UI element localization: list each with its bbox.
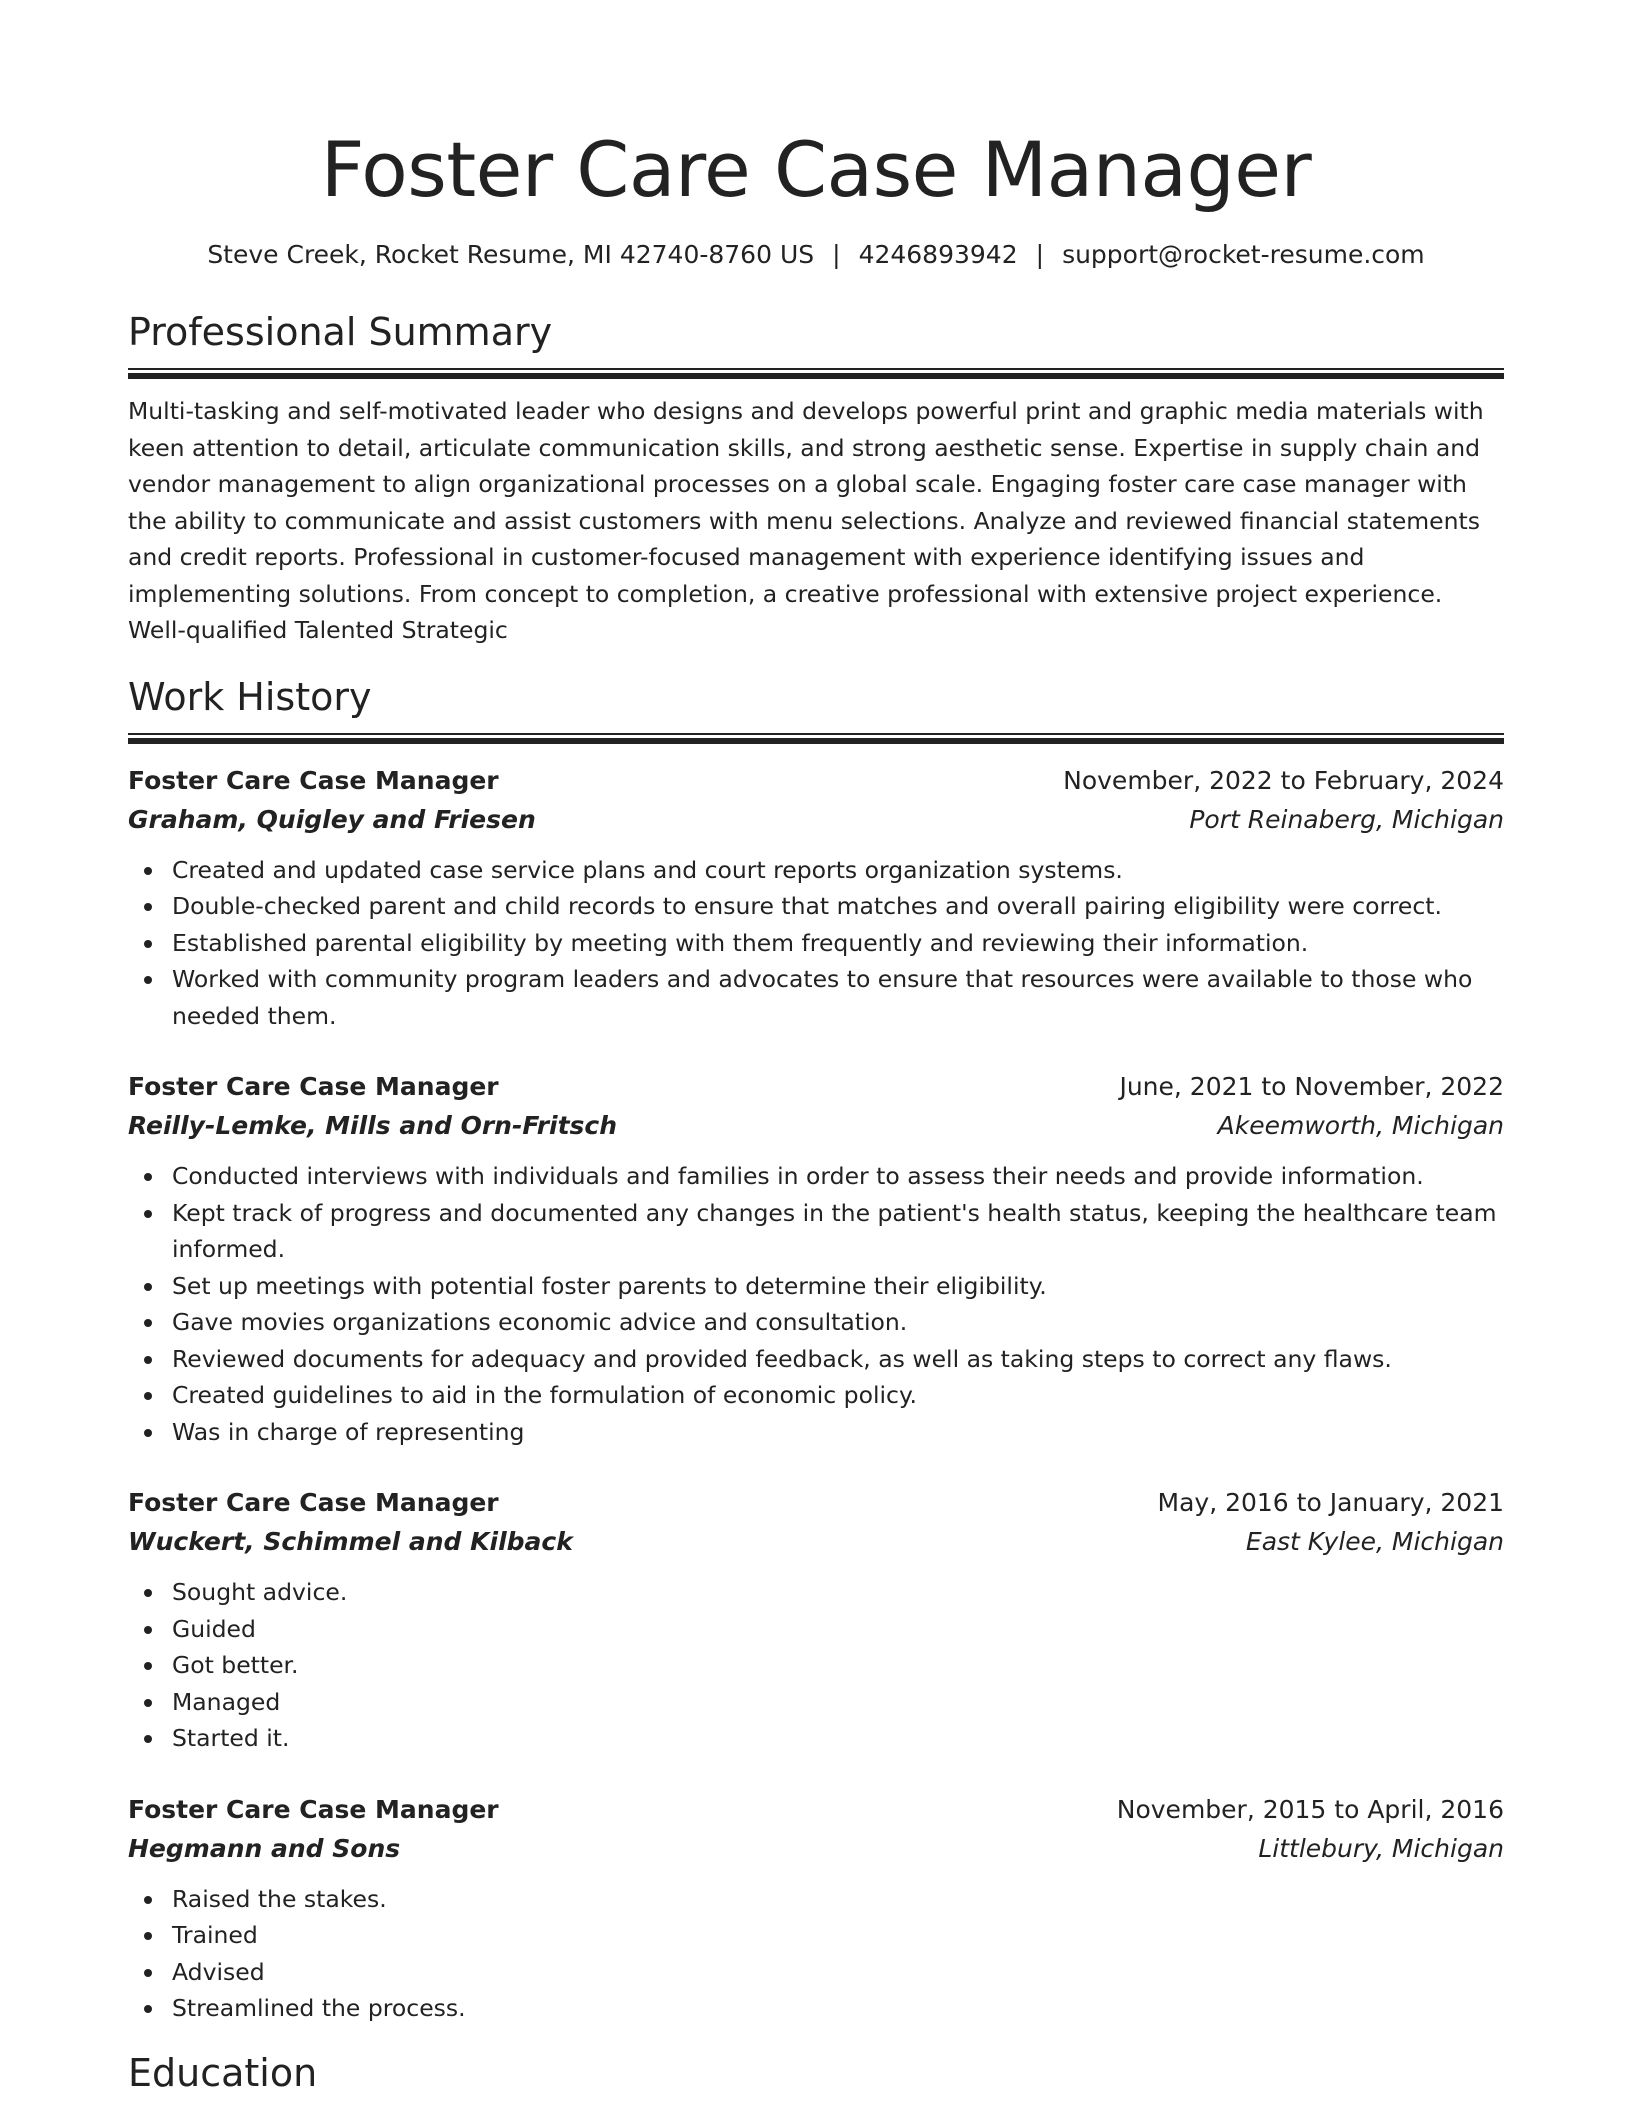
job-bullet-list [128, 1881, 1504, 2027]
job-bullet-list [128, 1158, 1504, 1450]
job-location: Port Reinaberg, Michigan [1189, 804, 1504, 834]
section-divider [128, 733, 1504, 744]
job-company: Wuckert, Schimmel and Kilback [128, 1527, 573, 1556]
job-dates: November, 2022 to February, 2024 [1063, 765, 1504, 795]
contact-address: Steve Creek, Rocket Resume, MI 42740-8760 US [207, 240, 815, 269]
job-title: Foster Care Case Manager [128, 765, 499, 795]
job-bullet: Double-checked parent and child records to ensure that matches and overall pairing eligibility were correct. [128, 888, 1504, 925]
contact-email: support@rocket-resume.com [1062, 240, 1425, 269]
job-entry [128, 1484, 1504, 1757]
job-entry [128, 1791, 1504, 2027]
summary-text: Multi-tasking and self-motivated leader who designs and develops powerful print and graphic media materials with keen attention to detail, articulate communication skills, and strong aesthetic sense. Expertise in supply chain and vendor management to align organizational processes on a global scale. Engaging foster care case manager with the ability to communicate and assist customers with menu selections. Analyze and reviewed financial statements and credit reports. Professional in customer-focused management with experience identifying issues and implementing solutions. From concept to completion, a creative professional with extensive project experience. Well-qualified Talented Strategic [128, 397, 1484, 644]
job-bullet-list [128, 1574, 1504, 1757]
job-bullet-list [128, 852, 1504, 1035]
resume-page [128, 0, 1504, 2097]
job-company: Graham, Quigley and Friesen [128, 804, 536, 834]
job-bullet: Created and updated case service plans and court reports organization systems. [128, 852, 1504, 889]
job-title: Foster Care Case Manager [128, 1072, 499, 1101]
resume-title: Foster Care Case Manager [320, 125, 1312, 214]
section-heading-education: Education [128, 2050, 318, 2095]
job-bullet: Raised the stakes. [128, 1881, 1504, 1918]
contact-phone: 4246893942 [858, 240, 1018, 269]
job-location: East Kylee, Michigan [1245, 1527, 1504, 1556]
job-location: Akeemworth, Michigan [1217, 1111, 1504, 1140]
job-title: Foster Care Case Manager [128, 1794, 499, 1824]
job-dates: June, 2021 to November, 2022 [1119, 1072, 1504, 1101]
job-bullet: Conducted interviews with individuals and families in order to assess their needs and provide information. [128, 1158, 1504, 1195]
job-bullet: Guided [128, 1611, 1504, 1648]
job-bullet: Started it. [128, 1720, 1504, 1757]
job-entry [128, 1068, 1504, 1450]
job-bullet: Advised [128, 1954, 1504, 1991]
contact-separator: | [1035, 240, 1045, 269]
professional-summary-section [128, 308, 1504, 649]
job-location: Littlebury, Michigan [1258, 1833, 1504, 1863]
job-bullet: Got better. [128, 1647, 1504, 1684]
job-bullet: Streamlined the process. [128, 1990, 1504, 2027]
job-title: Foster Care Case Manager [128, 1488, 499, 1517]
contact-separator: | [832, 240, 841, 269]
job-company: Hegmann and Sons [128, 1833, 401, 1863]
job-bullet: Established parental eligibility by meeting with them frequently and reviewing their information. [128, 925, 1504, 962]
job-bullet: Managed [128, 1684, 1504, 1721]
job-company: Reilly-Lemke, Mills and Orn-Fritsch [128, 1111, 618, 1140]
work-history-section [128, 673, 1504, 2027]
job-bullet: Reviewed documents for adequacy and provided feedback, as well as taking steps to correct any flaws. [128, 1341, 1504, 1378]
job-dates: November, 2015 to April, 2016 [1116, 1794, 1504, 1824]
job-bullet: Trained [128, 1917, 1504, 1954]
job-bullet: Created guidelines to aid in the formulation of economic policy. [128, 1377, 1504, 1414]
job-entry [128, 762, 1504, 1035]
job-bullet: Worked with community program leaders and advocates to ensure that resources were available to those who needed them. [128, 961, 1504, 1034]
job-bullet: Set up meetings with potential foster parents to determine their eligibility. [128, 1268, 1504, 1305]
job-dates: May, 2016 to January, 2021 [1157, 1488, 1504, 1517]
section-divider [128, 368, 1504, 379]
contact-line [128, 238, 1504, 272]
section-heading-work-history: Work History [128, 674, 372, 719]
education-section [128, 2049, 1504, 2097]
job-bullet: Gave movies organizations economic advice and consultation. [128, 1304, 1504, 1341]
job-bullet: Was in charge of representing [128, 1414, 1504, 1451]
section-heading-summary: Professional Summary [128, 310, 553, 354]
job-bullet: Kept track of progress and documented any changes in the patient's health status, keeping the healthcare team informed. [128, 1195, 1504, 1268]
job-bullet: Sought advice. [128, 1574, 1504, 1611]
